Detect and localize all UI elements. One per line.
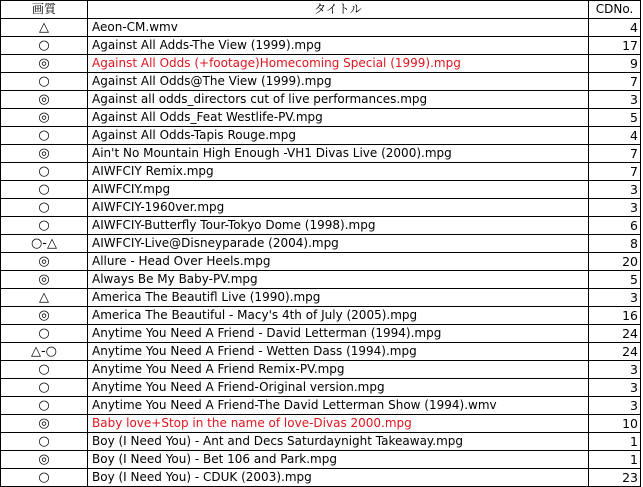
- cd-number-cell[interactable]: 3: [589, 379, 641, 397]
- cd-number-cell[interactable]: 7: [589, 163, 641, 181]
- table-row: [1, 289, 641, 307]
- cd-number-cell[interactable]: 9: [589, 55, 641, 73]
- cd-number-cell[interactable]: 1: [589, 433, 641, 451]
- quality-cell[interactable]: ◎: [1, 451, 88, 469]
- cd-number-cell[interactable]: 3: [589, 199, 641, 217]
- quality-cell[interactable]: ○: [1, 181, 88, 199]
- table-row: [1, 253, 641, 271]
- quality-cell[interactable]: ◎: [1, 271, 88, 289]
- cd-number-cell[interactable]: 3: [589, 181, 641, 199]
- quality-cell[interactable]: △-○: [1, 343, 88, 361]
- table-row: [1, 361, 641, 379]
- cd-number-cell[interactable]: 5: [589, 271, 641, 289]
- table-row: [1, 127, 641, 145]
- quality-cell[interactable]: ◎: [1, 307, 88, 325]
- quality-cell[interactable]: ○: [1, 163, 88, 181]
- header-title[interactable]: タイトル: [88, 1, 589, 19]
- title-cell[interactable]: Anytime You Need A Friend-Original version.mpg: [88, 379, 589, 397]
- table-row: [1, 109, 641, 127]
- cd-number-cell[interactable]: 16: [589, 307, 641, 325]
- cd-number-cell[interactable]: 6: [589, 217, 641, 235]
- cd-number-cell[interactable]: 1: [589, 451, 641, 469]
- quality-cell[interactable]: ○: [1, 73, 88, 91]
- table-row: [1, 307, 641, 325]
- quality-cell[interactable]: ◎: [1, 415, 88, 433]
- table-row: [1, 73, 641, 91]
- cd-number-cell[interactable]: 3: [589, 91, 641, 109]
- table-row: [1, 91, 641, 109]
- quality-cell[interactable]: ○: [1, 361, 88, 379]
- table-row: [1, 163, 641, 181]
- cd-number-cell[interactable]: 5: [589, 109, 641, 127]
- quality-cell[interactable]: ○: [1, 379, 88, 397]
- title-cell[interactable]: Aeon-CM.wmv: [88, 19, 589, 37]
- cd-number-cell[interactable]: 8: [589, 235, 641, 253]
- quality-cell[interactable]: △: [1, 19, 88, 37]
- title-cell[interactable]: Against All Odds_Feat Westlife-PV.mpg: [88, 109, 589, 127]
- table-row: [1, 451, 641, 469]
- header-quality[interactable]: 画質: [1, 1, 88, 19]
- title-cell[interactable]: Anytime You Need A Friend Remix-PV.mpg: [88, 361, 589, 379]
- cd-number-cell[interactable]: 10: [589, 415, 641, 433]
- cd-number-cell[interactable]: 3: [589, 289, 641, 307]
- quality-cell[interactable]: ○: [1, 127, 88, 145]
- cd-number-cell[interactable]: 17: [589, 37, 641, 55]
- quality-cell[interactable]: ○-△: [1, 235, 88, 253]
- table-row: [1, 55, 641, 73]
- title-cell[interactable]: Against all odds_directors cut of live performances.mpg: [88, 91, 589, 109]
- table-row: [1, 235, 641, 253]
- title-cell[interactable]: Against All Odds-Tapis Rouge.mpg: [88, 127, 589, 145]
- quality-cell[interactable]: ○: [1, 325, 88, 343]
- cd-number-cell[interactable]: 3: [589, 397, 641, 415]
- title-cell[interactable]: Always Be My Baby-PV.mpg: [88, 271, 589, 289]
- title-cell[interactable]: Anytime You Need A Friend-The David Letterman Show (1994).wmv: [88, 397, 589, 415]
- quality-cell[interactable]: ○: [1, 469, 88, 487]
- title-cell[interactable]: Anytime You Need A Friend - Wetten Dass (1994).mpg: [88, 343, 589, 361]
- table-row: [1, 37, 641, 55]
- title-cell[interactable]: Against All Odds (+footage)Homecoming Special (1999).mpg: [88, 55, 589, 73]
- quality-cell[interactable]: △: [1, 289, 88, 307]
- header-cd-number[interactable]: CDNo.: [589, 1, 641, 19]
- table-row: [1, 469, 641, 487]
- table-row: [1, 181, 641, 199]
- title-cell[interactable]: Against All Adds-The View (1999).mpg: [88, 37, 589, 55]
- quality-cell[interactable]: ○: [1, 217, 88, 235]
- cd-number-cell[interactable]: 24: [589, 343, 641, 361]
- cd-number-cell[interactable]: 3: [589, 361, 641, 379]
- title-cell[interactable]: AIWFCIY-1960ver.mpg: [88, 199, 589, 217]
- title-cell[interactable]: Boy (I Need You) - Bet 106 and Park.mpg: [88, 451, 589, 469]
- cd-number-cell[interactable]: 20: [589, 253, 641, 271]
- table-row: [1, 379, 641, 397]
- cd-number-cell[interactable]: 23: [589, 469, 641, 487]
- table-row: [1, 397, 641, 415]
- title-cell[interactable]: America The Beautiful - Macy's 4th of July (2005).mpg: [88, 307, 589, 325]
- quality-cell[interactable]: ◎: [1, 109, 88, 127]
- table-row: [1, 19, 641, 37]
- table-row: [1, 325, 641, 343]
- cd-number-cell[interactable]: 24: [589, 325, 641, 343]
- title-cell[interactable]: AIWFCIY Remix.mpg: [88, 163, 589, 181]
- quality-cell[interactable]: ◎: [1, 145, 88, 163]
- quality-cell[interactable]: ◎: [1, 91, 88, 109]
- table-row: [1, 415, 641, 433]
- cd-number-cell[interactable]: 4: [589, 127, 641, 145]
- title-cell[interactable]: AIWFCIY.mpg: [88, 181, 589, 199]
- quality-cell[interactable]: ◎: [1, 55, 88, 73]
- quality-cell[interactable]: ◎: [1, 253, 88, 271]
- title-cell[interactable]: Boy (I Need You) - CDUK (2003).mpg: [88, 469, 589, 487]
- table-row: [1, 343, 641, 361]
- title-cell[interactable]: Against All Odds@The View (1999).mpg: [88, 73, 589, 91]
- table-row: [1, 199, 641, 217]
- title-cell[interactable]: Boy (I Need You) - Ant and Decs Saturdaynight Takeaway.mpg: [88, 433, 589, 451]
- table-row: [1, 271, 641, 289]
- title-cell[interactable]: America The Beautifl Live (1990).mpg: [88, 289, 589, 307]
- title-cell[interactable]: Anytime You Need A Friend - David Letterman (1994).mpg: [88, 325, 589, 343]
- quality-cell[interactable]: ○: [1, 37, 88, 55]
- quality-cell[interactable]: ○: [1, 199, 88, 217]
- cd-number-cell[interactable]: 7: [589, 145, 641, 163]
- quality-cell[interactable]: ○: [1, 433, 88, 451]
- table-body: [1, 19, 641, 487]
- title-cell[interactable]: Baby love+Stop in the name of love-Divas 2000.mpg: [88, 415, 589, 433]
- title-cell[interactable]: AIWFCIY-Live@Disneyparade (2004).mpg: [88, 235, 589, 253]
- title-cell[interactable]: Allure - Head Over Heels.mpg: [88, 253, 589, 271]
- cd-number-cell[interactable]: 4: [589, 19, 641, 37]
- cd-number-cell[interactable]: 7: [589, 73, 641, 91]
- title-cell[interactable]: AIWFCIY-Butterfly Tour-Tokyo Dome (1998).mpg: [88, 217, 589, 235]
- table-row: [1, 217, 641, 235]
- table-row: [1, 433, 641, 451]
- header-row: [1, 1, 641, 19]
- title-cell[interactable]: Ain't No Mountain High Enough -VH1 Divas Live (2000).mpg: [88, 145, 589, 163]
- quality-cell[interactable]: ○: [1, 397, 88, 415]
- table-row: [1, 145, 641, 163]
